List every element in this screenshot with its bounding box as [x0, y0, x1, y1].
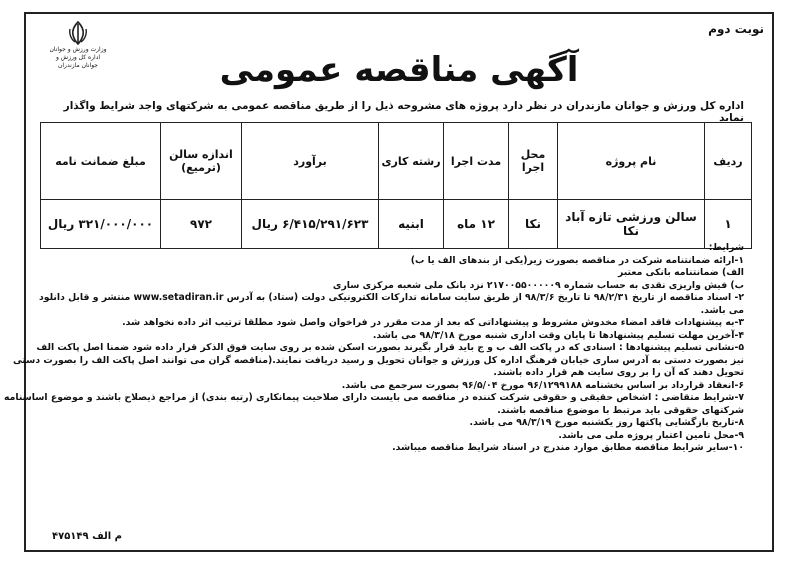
condition-line: ۹-محل تامین اعتبار پروژه ملی می باشد.	[558, 429, 744, 441]
cell-hall-size: ۹۷۲	[161, 200, 242, 249]
cell-duration: ۱۲ ماه	[444, 200, 509, 249]
condition-line: تحویل دهند که آن را بر روی سایت هم قرار داده باشند.	[493, 367, 744, 378]
notice-title: آگهی مناقصه عمومی	[219, 50, 579, 90]
condition-line: ۷-شرایط متقاضی : اشخاص حقیقی و حقوقی شرکت کننده در مناقصه می بایست دارای صلاحیت پیمانکاری (رتبه بندی) از مراجع ذیصلاح باشند و موضوع اساسنامه	[3, 392, 744, 403]
notice-frame	[3, 12, 774, 552]
table-header-row	[41, 123, 752, 200]
condition-line: شرایط:	[708, 242, 744, 253]
iran-emblem-icon	[66, 20, 90, 46]
col-row: ردیف	[705, 123, 752, 200]
condition-line: ۶-انعقاد قرارداد بر اساس بخشنامه ۹۶/۱۲۹۹۱۸۸ مورخ ۹۶/۵/۰۴ بصورت سرجمع می باشد.	[341, 379, 744, 391]
cell-estimate: ۶/۴۱۵/۲۹۱/۶۲۳ ریال	[242, 200, 379, 249]
condition-line: ۱۰-سایر شرایط مناقصه مطابق موارد مندرج در اسناد شرایط مناقصه میباشد.	[392, 442, 744, 453]
cell-location: نکا	[509, 200, 558, 249]
col-project-name: نام پروژه	[558, 123, 705, 200]
condition-line: الف) ضمانتنامه بانکی معتبر	[617, 267, 744, 278]
condition-line: ۳-به پیشنهادات فاقد امضاء مخدوش مشروط و پیشنهاداتی که بعد از مدت مقرر در فراخوان واصل شود مطلقا ترتیب اثر داده نخواهد شد.	[122, 317, 744, 328]
conditions-list	[3, 242, 744, 455]
condition-line: ۵-نشانی تسلیم پیشنهادها : اسنادی که در پاکت الف ب و ج باید قرار بگیرند بصورت اسکن شده بر روی سایت فوق الذکر قرار داده شود ضمنا اصل پاکت الف	[36, 342, 744, 353]
col-category: رشته کاری	[379, 123, 444, 200]
condition-line: ۱-ارائه ضمانتنامه شرکت در مناقصه بصورت زیر(یکی از بندهای الف یا ب)	[410, 254, 744, 266]
condition-line: شرکتهای حقوقی باید مرتبط با موضوع مناقصه باشند.	[497, 404, 744, 416]
condition-line: می باشد.	[700, 304, 744, 316]
cell-category: ابنیه	[379, 200, 444, 249]
round-label: نوبت دوم	[708, 22, 764, 36]
col-hall-size: اندازه سالن (ترمیع)	[161, 123, 242, 200]
projects-table	[40, 122, 752, 249]
condition-line: ۸-تاریخ بازگشایی پاکتها روز یکشنبه مورخ ۹۸/۳/۱۹ می باشد.	[469, 417, 744, 428]
condition-line: ۲- اسناد مناقصه از تاریخ ۹۸/۲/۳۱ تا تاریخ ۹۸/۳/۶ از طریق سایت سامانه تدارکات الکترونیکی دولت (ستاد) به آدرس www.setadiran.ir منتشر و قابل دانلود	[39, 292, 744, 303]
col-location: محل اجرا	[509, 123, 558, 200]
condition-line: ب) فیش واریزی نقدی به حساب شماره ۲۱۷۰۰۵۵۰۰۰۰۰۹ نزد بانک ملی شعبه مرکزی ساری	[332, 279, 744, 291]
condition-line: ۴-آخرین مهلت تسلیم پیشنهادها تا پایان وقت اداری شنبه مورخ ۹۸/۳/۱۸ می باشد.	[372, 329, 744, 341]
cell-project-name: سالن ورزشی تازه آباد نکا	[558, 200, 705, 249]
col-estimate: برآورد	[242, 123, 379, 200]
col-guarantee: مبلغ ضمانت نامه	[41, 123, 161, 200]
cell-row: ۱	[705, 200, 752, 249]
notice-intro: اداره کل ورزش و جوانان مازندران در نظر دارد پروژه های مشروحه ذیل را از طریق مناقصه عمومی به شرکتهای واجد شرایط واگذار نماید	[63, 100, 744, 124]
reference-number: م الف ۴۷۵۱۴۹	[52, 531, 123, 542]
org-subname: اداره کل ورزش و جوانان مازندران	[55, 54, 101, 69]
org-name: وزارت ورزش و جوانان	[49, 46, 107, 53]
cell-guarantee: ۳۲۱/۰۰۰/۰۰۰ ریال	[41, 200, 161, 249]
col-duration: مدت اجرا	[444, 123, 509, 200]
condition-line: نیز بصورت دستی به آدرس ساری خیابان فرهنگ اداره کل ورزش و جوانان تحویل و رسید دریافت نمایند.(مناقصه گران می توانند اصل پاکت الف را بصورت دستی	[12, 354, 744, 366]
